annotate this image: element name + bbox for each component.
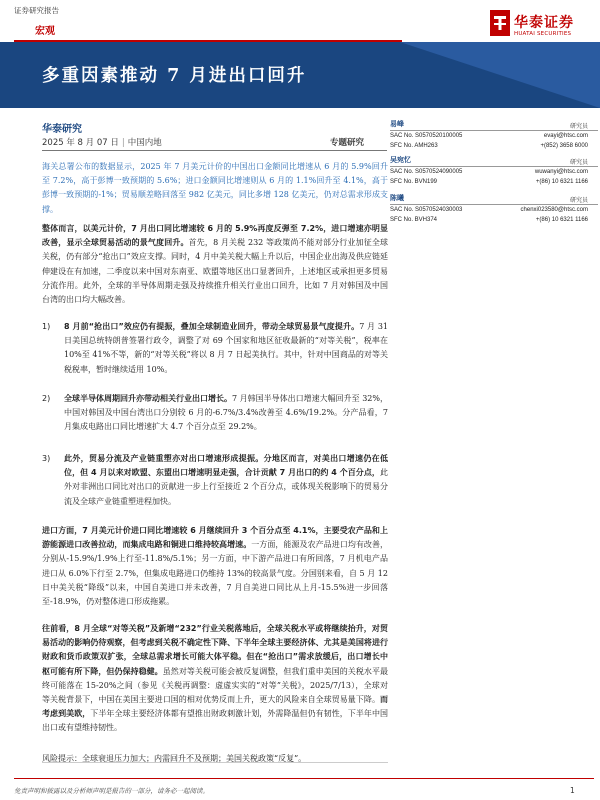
overall-bold: 整体而言，以美元计价，7 月出口同比增速较 6 月的 5.9%再度反弹至 7.2%，进口增速亦明显改善，显示全球贸易活动的景气度回升。 xyxy=(42,224,388,248)
outlook-bold-2: 而考虑到美欧， xyxy=(42,695,388,719)
title-banner xyxy=(0,42,600,108)
analyst-role: 研究员 xyxy=(569,198,588,204)
analyst-phone: +(86) 10 6321 1166 xyxy=(535,179,588,185)
outlook-paragraph xyxy=(42,622,388,736)
analyst-email[interactable]: chenxi023580@htsc.com xyxy=(520,207,588,213)
import-text: 一方面，能源及农产品进口均有改善，分别从-15.9%/1.9%上行至-11.8%/5.1%；另一方面，中下游产品进口有所回落，7 月机电产品进口从 6.0%下行至 2.7%，但集成电路进口仍维持 13%的较高景气度。分国别来看，自 5 月 12 日中美关税“降级”以来，中国自美进口并未改善，7 月自美进口同比从上月-15.5%进一步回落至-18.9%，仍对整体进口形成拖累。 xyxy=(42,540,389,607)
analyst-card xyxy=(390,192,598,225)
import-bold: 进口方面，7 月美元计价进口同比增速较 6 月继续回升 3 个百分点至 4.1%，主要受农产品和上游能源进口改善拉动，而集成电路和铜进口维持较高增速。 xyxy=(42,526,388,550)
dateline-divider xyxy=(42,150,387,151)
analyst-phone: +(86) 10 6321 1166 xyxy=(535,217,588,223)
report-title: 多重因素推动 7 月进出口回升 xyxy=(42,66,307,86)
brand-logo xyxy=(490,10,590,42)
banner-decoration xyxy=(400,42,600,108)
page-number: 1 xyxy=(570,786,575,795)
overall-paragraph xyxy=(42,222,388,307)
disclaimer-footer: 免责声明和披露以及分析师声明是报告的一部分，请务必一起阅读。 xyxy=(14,787,209,795)
analyst-email[interactable]: wuwanyi@htsc.com xyxy=(534,169,588,175)
analyst-name: 易峰 xyxy=(390,121,404,128)
huatai-logo-icon xyxy=(490,10,510,36)
analyst-role: 研究员 xyxy=(569,124,588,130)
list-item-text: 7 月韩国半导体出口增速大幅回升至 32%，中国对韩国及中国台湾出口分别较 6 月的-6.7%/3.4%改善至 4.6%/19.2%。分产品看，7 月集成电路出口同比增速扩大 4.7 个百分点至 29.2%。 xyxy=(64,394,388,432)
analyst-card xyxy=(390,154,598,187)
analyst-name: 陈曦 xyxy=(390,195,404,202)
research-firm: 华泰研究 xyxy=(42,124,82,135)
analyst-sfc: SFC No. AMH263 xyxy=(390,143,438,149)
list-item-bold: 8 月前“抢出口”效应仍有提振，叠加全球制造业回升，带动全球贸易景气度提升。 xyxy=(64,322,360,331)
list-item-bold: 此外，贸易分流及产业链重塑亦对出口增速形成提振。分地区而言，对美出口增速仍在低位，但 4 月以来对欧盟、东盟出口增速明显走强，合计贡献 7 月出口的约 4 个百分点， xyxy=(64,454,388,478)
analyst-email[interactable]: evayi@htsc.com xyxy=(543,133,588,139)
risk-warning: 风险提示：全球衰退压力加大；内需回升不及预期；美国关税政策“反复”。 xyxy=(42,754,307,763)
logo-text-en: HUATAI SECURITIES xyxy=(514,31,572,37)
outlook-bold: 往前看，8 月全球“对等关税”及新增“232”行业关税落地后，全球关税水平或将继续抬升，对贸易活动的影响仍待观察，但考虑到关税不确定性下降、下半年全球主要经济体、尤其是美国将进行财政和货币政策双扩张，全球总需求增长可能大体平稳。但在“抢出口”需求放缓后，出口增长中枢可能有所下降，但仍保持稳健。 xyxy=(42,624,388,676)
analyst-sac: SAC No. S0570524090005 xyxy=(390,169,463,175)
logo-text-cn: 华泰证券 xyxy=(514,15,574,31)
section-label: 宏观 xyxy=(35,26,55,37)
analyst-card xyxy=(390,118,598,151)
report-region: 中国内地 xyxy=(127,138,162,148)
list-item-bold: 全球半导体周期回升亦带动相关行业出口增长。 xyxy=(64,394,233,403)
analyst-phone: +(852) 3658 6000 xyxy=(540,143,588,149)
summary-paragraph: 海关总署公布的数据显示，2025 年 7 月美元计价的中国出口金额同比增速从 6 月的 5.9%回升至 7.2%，高于彭博一致预期的 5.6%；进口金额同比增速则从 6 月的 1.1%回升至 4.1%，高于彭博一致预期的-1%；贸易顺差略回落至 982 亿美元，同比多增 128 亿美元，仍对总需求形成支撑。 xyxy=(42,162,388,214)
list-item-number: 1) xyxy=(42,322,51,331)
list-item-number: 3) xyxy=(42,454,51,463)
analyst-sac: SAC No. S0570524030003 xyxy=(390,207,463,213)
analyst-role: 研究员 xyxy=(569,160,588,166)
dateline: 2025 年 8 月 07 日 | 中国内地 xyxy=(42,138,162,148)
list-item-text: 此外对非洲出口同比对出口的贡献进一步上行至接近 2 个百分点，或体现关税影响下的贸易分流及全球产业链重塑进程加快。 xyxy=(64,468,388,506)
outlook-text-2: 下半年全球主要经济体都有望推出财政刺激计划，外需降温但仍有韧性，下半年中国出口或有望维持韧性。 xyxy=(42,709,389,733)
list-item-text: 7 月 31 日美国总统特朗普签署行政令，调整了对 69 个国家和地区征收最新的“对等关税”，税率在 10%至 41%不等，新的“对等关税”将以 8 月 7 日起美执行。其中，针对中国商品的对等关税税率，暂时继续适用 10%。 xyxy=(64,322,388,374)
analyst-sfc: SFC No. BVN199 xyxy=(390,179,438,185)
list-item xyxy=(42,392,388,448)
import-paragraph xyxy=(42,524,388,609)
outlook-text: 虽然对等关税可能会被反复调整，但我们重申美国的关税水平最终可能落在 15-20%之间（参见《关税再调整：虚虚实实的“对等”关税》，2025/7/13），全球对等关税背景下，中国在美国主要进口国的相对优势反而上升，更大的风险来自全球贸易量下降。 xyxy=(42,666,389,705)
analyst-name: 吴宛忆 xyxy=(390,157,411,164)
list-item xyxy=(42,320,388,390)
analyst-sac: SAC No. S0570520100005 xyxy=(390,133,463,139)
report-type: 专题研究 xyxy=(330,138,365,148)
list-item xyxy=(42,452,388,522)
report-date: 2025 年 8 月 07 日 xyxy=(42,138,119,148)
overall-text: 首先，8 月关税 232 等政策尚不能对部分行业加征全球关税，仍有部分“抢出口”效应支撑。同时，4 月中美关税大幅上升以后，中国企业出海及供应链延伸建设在有加速，二季度以来中国对东南亚、欧盟等地区出口显著回升，上述地区或承担更多贸易分流作用。此外，全球的半导体周期走强及持续推升相关行业出口回升，比如 7 月对韩国及中国台湾的出口均大幅改善。 xyxy=(42,238,388,305)
footer-divider xyxy=(14,778,594,779)
analyst-sfc: SFC No. BVH374 xyxy=(390,217,438,223)
report-category-label: 证券研究报告 xyxy=(14,6,59,15)
list-item-number: 2) xyxy=(42,394,51,403)
